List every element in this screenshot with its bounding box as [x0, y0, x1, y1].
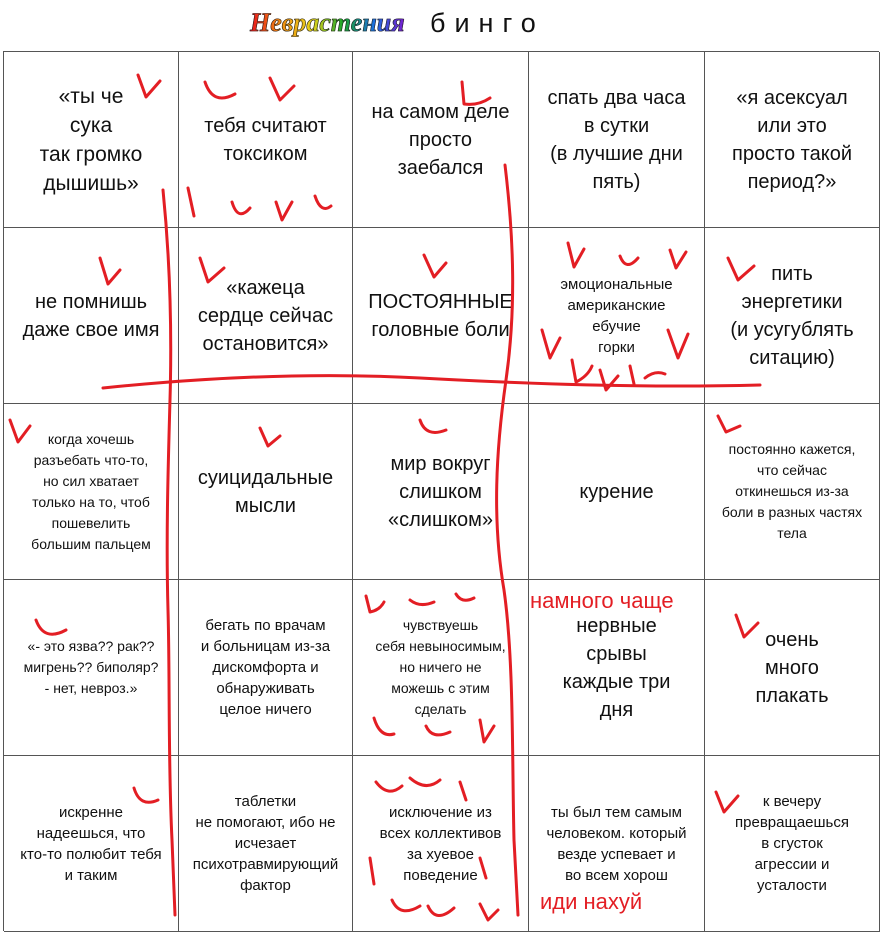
- cell-text: ты был тем самым человеком. который везде успевает и во всем хорош: [546, 803, 687, 884]
- cell-text: нервные срывы каждые три дня: [562, 614, 671, 721]
- bingo-cell-17[interactable]: [179, 580, 353, 756]
- bingo-cell-6[interactable]: [4, 228, 179, 404]
- header: [0, 0, 881, 50]
- bingo-cell-13[interactable]: [353, 404, 529, 580]
- annotation-more-often: намного чаще: [530, 588, 674, 613]
- bingo-cell-10[interactable]: [705, 228, 880, 404]
- cell-text: чувствуешь себя невыносимым, но ничего не можешь с этим сделать: [375, 617, 506, 717]
- bingo-cell-18[interactable]: [353, 580, 529, 756]
- cell-text: постоянно кажется, что сейчас откинешься из-за боли в разных частях тела: [721, 441, 863, 541]
- cell-text: к вечеру превращаешься в сгусток агрессии и усталости: [735, 793, 849, 894]
- cell-text: «- это язва?? рак?? мигрень?? биполяр? - нет, невроз.»: [23, 638, 159, 696]
- cell-text: не помнишь даже свое имя: [22, 290, 160, 341]
- cell-text: мир вокруг слишком «слишком»: [388, 452, 493, 531]
- bingo-cell-1[interactable]: [4, 52, 179, 228]
- bingo-cell-25[interactable]: [705, 756, 880, 932]
- annotation-go-away: иди нахуй: [540, 889, 643, 914]
- bingo-cell-8[interactable]: [353, 228, 529, 404]
- bingo-cell-4[interactable]: [529, 52, 705, 228]
- bingo-cell-21[interactable]: [4, 756, 179, 932]
- cell-text: на самом деле просто заебался: [371, 100, 510, 179]
- cell-text: суицидальные мысли: [197, 466, 334, 517]
- bingo-cell-23[interactable]: [353, 756, 529, 932]
- bingo-cell-22[interactable]: [179, 756, 353, 932]
- bingo-grid: [3, 51, 879, 931]
- bingo-cell-16[interactable]: [4, 580, 179, 756]
- cell-text: очень много плакать: [755, 628, 829, 707]
- bingo-cell-20[interactable]: [705, 580, 880, 756]
- bingo-cell-5[interactable]: [705, 52, 880, 228]
- bingo-cell-14[interactable]: [529, 404, 705, 580]
- bingo-cell-3[interactable]: [353, 52, 529, 228]
- bingo-cell-11[interactable]: [4, 404, 179, 580]
- cell-text: «кажеца сердце сейчас остановится»: [197, 276, 334, 355]
- cell-text: спать два часа в сутки (в лучшие дни пять): [547, 86, 686, 193]
- cell-text: курение: [579, 480, 654, 503]
- bingo-cell-12[interactable]: [179, 404, 353, 580]
- cell-text: исключение из всех коллективов за хуевое поведение: [379, 803, 502, 884]
- cell-text: пить энергетики (и усугублять ситацию): [730, 262, 854, 369]
- cell-text: эмоциональные американские ебучие горки: [560, 275, 673, 356]
- bingo-cell-7[interactable]: [179, 228, 353, 404]
- cell-text: ПОСТОЯННЫЕ головные боли: [368, 290, 513, 341]
- cell-text: «ты че сука так громко дышишь»: [39, 84, 143, 195]
- cell-text: тебя считают токсиком: [204, 114, 327, 165]
- cell-text: таблетки не помогают, ибо не исчезает психотравмирующий фактор: [192, 793, 339, 894]
- cell-text: «я асексуал или это просто такой период?»: [731, 86, 853, 193]
- cell-text: когда хочешь разъебать что-то, но сил хватает только на то, чтоб пошевелить большим пальцем: [31, 430, 151, 552]
- title-plain: бинго: [430, 8, 545, 38]
- bingo-cell-15[interactable]: [705, 404, 880, 580]
- bingo-cell-9[interactable]: [529, 228, 705, 404]
- cell-text: бегать по врачам и больницам из-за дискомфорта и обнаруживать целое ничего: [200, 617, 331, 718]
- bingo-cell-2[interactable]: [179, 52, 353, 228]
- cell-text: искренне надеешься, что кто-то полюбит тебя и таким: [20, 803, 162, 884]
- title-decorated: Неврастения: [250, 8, 405, 37]
